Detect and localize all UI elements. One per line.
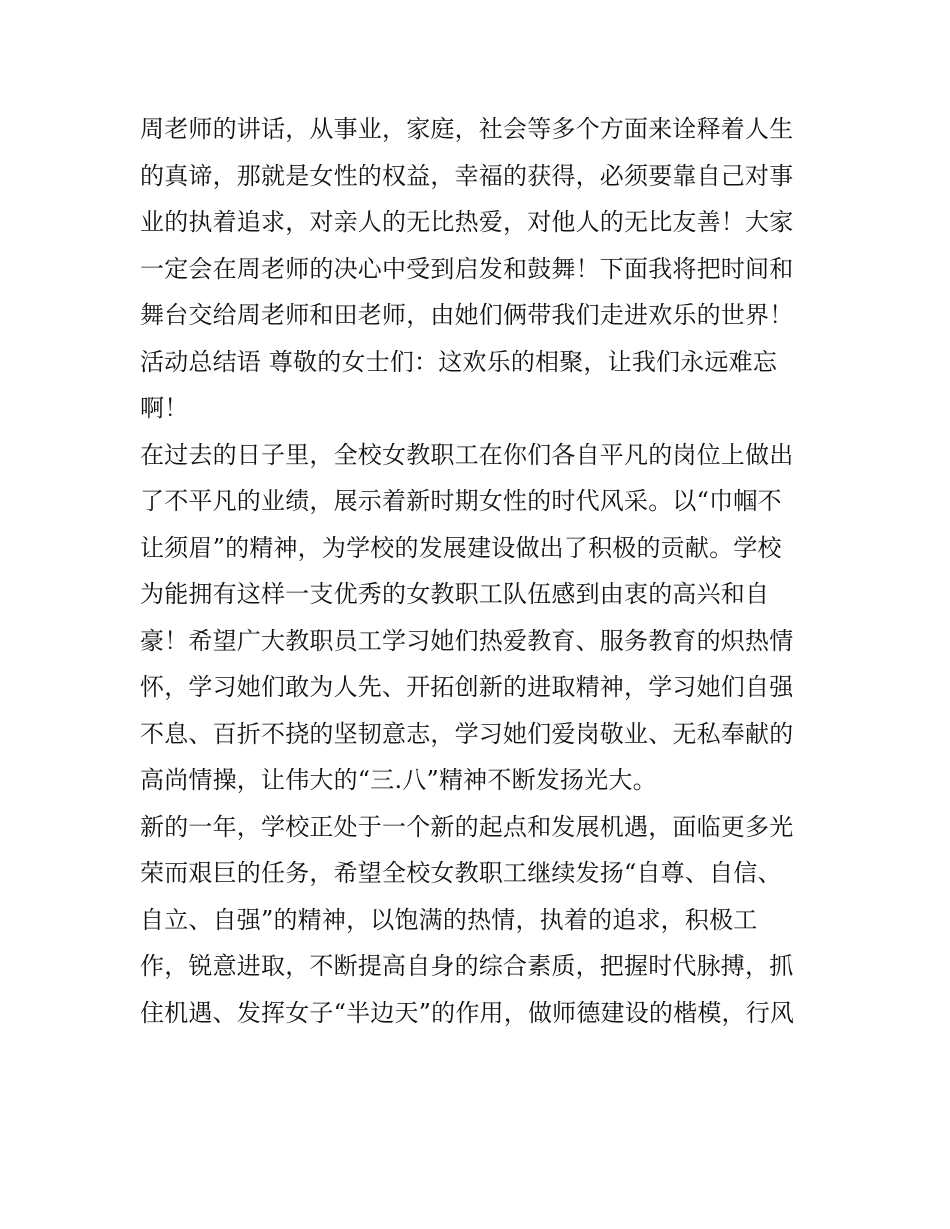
text-line: 让须眉”的精神，为学校的发展建设做出了积极的贡献。学校 — [140, 533, 782, 562]
text-line: 作，锐意进取，不断提高自身的综合素质，把握时代脉搏，抓 — [140, 952, 794, 980]
text-line: 荣而艰巨的任务，希望全校女教职工继续发扬“自尊、自信、 — [140, 859, 782, 887]
text-line: 活动总结语 尊敬的女士们：这欢乐的相聚，让我们永远难忘 — [140, 347, 778, 376]
text-line: 自立、自强”的精神，以饱满的热情，执着的追求，积极工 — [140, 905, 758, 934]
text-line: 周老师的讲话，从事业，家庭，社会等多个方面来诠释着人生 — [140, 115, 794, 143]
text-line: 豪！希望广大教职员工学习她们热爱教育、服务教育的炽热情 — [140, 626, 794, 655]
text-line: 啊！ — [140, 394, 189, 422]
text-line: 住机遇、发挥女子“半边天”的作用，做师德建设的楷模，行风 — [140, 998, 795, 1027]
text-line: 在过去的日子里，全校女教职工在你们各自平凡的岗位上做出 — [140, 440, 794, 469]
text-line: 了不平凡的业绩，展示着新时期女性的时代风采。以“巾帼不 — [140, 487, 782, 515]
text-line: 舞台交给周老师和田老师，由她们俩带我们走进欢乐的世界！ — [140, 301, 794, 329]
text-line: 一定会在周老师的决心中受到启发和鼓舞！下面我将把时间和 — [140, 254, 794, 283]
text-line: 为能拥有这样一支优秀的女教职工队伍感到由衷的高兴和自 — [140, 580, 770, 608]
text-line: 新的一年，学校正处于一个新的起点和发展机遇，面临更多光 — [140, 812, 794, 841]
text-line: 怀，学习她们敢为人先、开拓创新的进取精神，学习她们自强 — [140, 673, 794, 701]
body-text — [140, 106, 830, 1036]
text-line: 的真谛，那就是女性的权益，幸福的获得，必须要靠自己对事 — [140, 161, 794, 190]
text-line: 高尚情操，让伟大的“三.八”精神不断发扬光大。 — [140, 766, 657, 794]
text-line: 不息、百折不挠的坚韧意志，学习她们爱岗敬业、无私奉献的 — [140, 719, 794, 748]
text-line: 业的执着追求，对亲人的无比热爱，对他人的无比友善！大家 — [140, 208, 794, 236]
